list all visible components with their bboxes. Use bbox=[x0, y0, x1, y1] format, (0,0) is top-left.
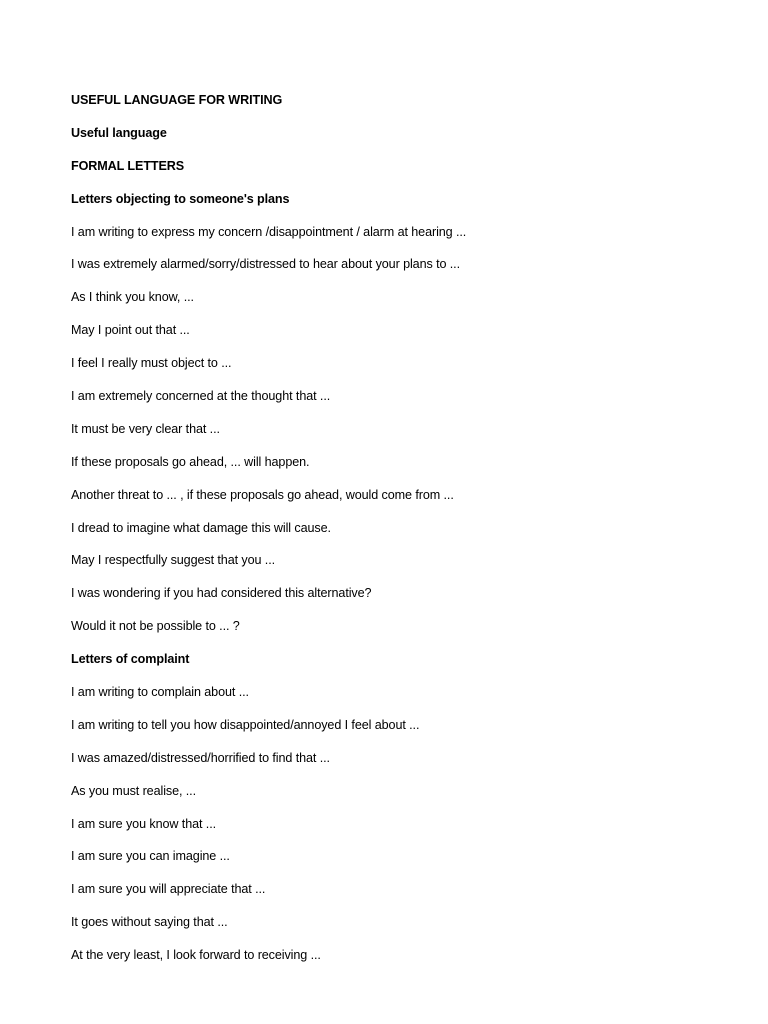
phrase-line: It must be very clear that ... bbox=[71, 421, 220, 436]
phrase-line: At the very least, I look forward to receiving ... bbox=[71, 948, 321, 963]
phrase-line: I am writing to complain about ... bbox=[71, 685, 249, 700]
phrase-line: I was wondering if you had considered this alternative? bbox=[71, 586, 372, 601]
subsection-heading: Letters of complaint bbox=[71, 652, 190, 667]
phrase-line: As I think you know, ... bbox=[71, 290, 194, 305]
phrase-line: As you must realise, ... bbox=[71, 783, 196, 798]
section-heading: Useful language bbox=[71, 125, 167, 140]
phrase-line: It goes without saying that ... bbox=[71, 915, 228, 930]
phrase-line: I am sure you will appreciate that ... bbox=[71, 882, 266, 897]
phrase-line: Another threat to ... , if these proposals go ahead, would come from ... bbox=[71, 487, 454, 502]
phrase-line: Would it not be possible to ... ? bbox=[71, 619, 240, 634]
section-heading: FORMAL LETTERS bbox=[71, 158, 185, 173]
phrase-line: If these proposals go ahead, ... will happen. bbox=[71, 454, 310, 469]
phrase-line: May I respectfully suggest that you ... bbox=[71, 553, 275, 568]
phrase-line: I was extremely alarmed/sorry/distressed to hear about your plans to ... bbox=[71, 257, 460, 272]
phrase-line: I dread to imagine what damage this will cause. bbox=[71, 520, 331, 535]
phrase-line: I am sure you know that ... bbox=[71, 816, 216, 831]
phrase-line: I was amazed/distressed/horrified to find that ... bbox=[71, 750, 330, 765]
phrase-line: I feel I really must object to ... bbox=[71, 356, 232, 371]
phrase-line: I am extremely concerned at the thought that ... bbox=[71, 389, 331, 404]
doc-title: USEFUL LANGUAGE FOR WRITING bbox=[71, 93, 283, 107]
phrase-line: I am sure you can imagine ... bbox=[71, 849, 230, 864]
phrase-line: I am writing to tell you how disappointed/annoyed I feel about ... bbox=[71, 717, 420, 732]
subsection-heading: Letters objecting to someone's plans bbox=[71, 191, 290, 206]
phrase-line: I am writing to express my concern /disappointment / alarm at hearing ... bbox=[71, 224, 467, 239]
phrase-line: May I point out that ... bbox=[71, 323, 190, 338]
document-lines bbox=[71, 90, 466, 978]
